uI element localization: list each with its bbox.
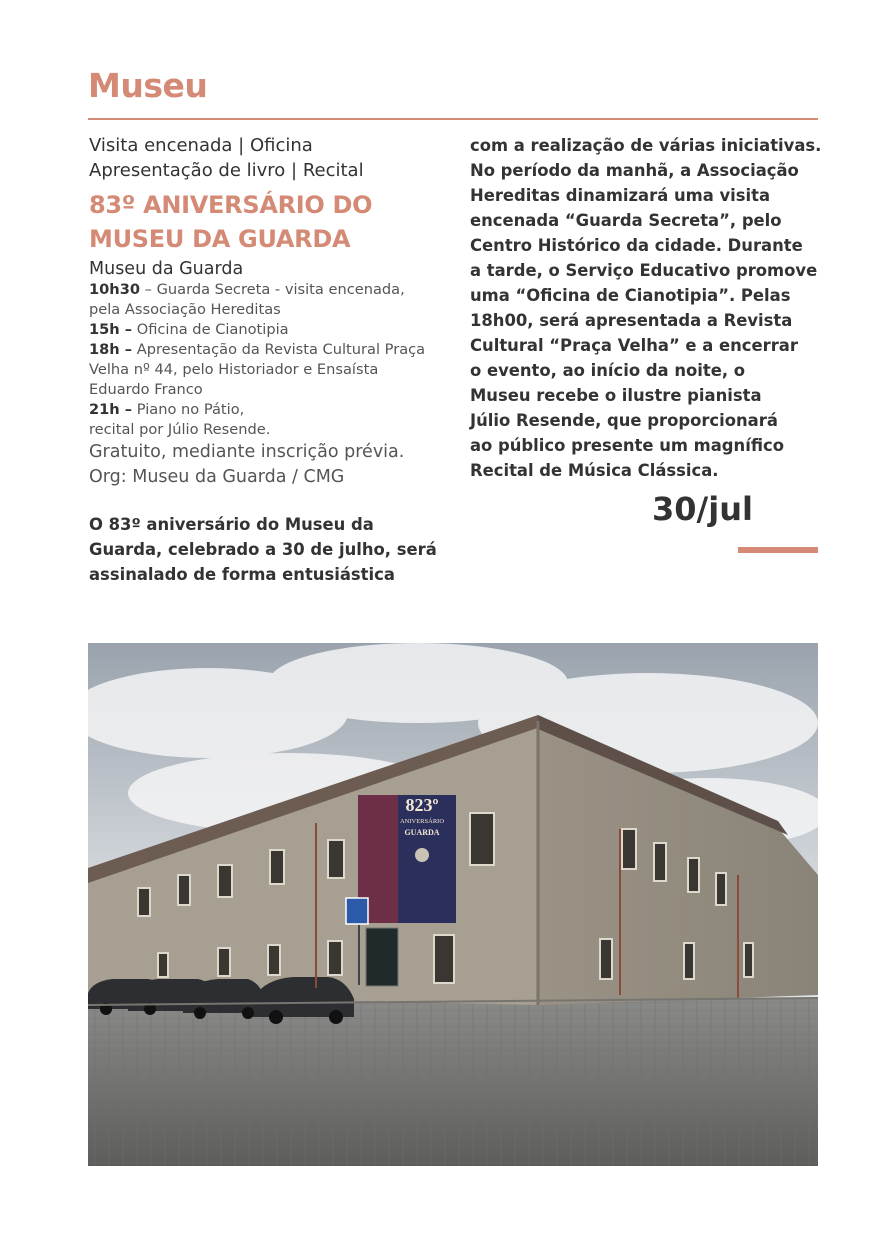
organizer-info: Org: Museu da Guarda / CMG	[89, 467, 345, 487]
program-text: recital por Júlio Resende.	[89, 421, 271, 438]
banner-line1: ANIVERSÁRIO	[399, 818, 445, 825]
title-divider	[88, 118, 818, 120]
program-time: 10h30	[89, 281, 141, 298]
article-line: 18h00, será apresentada a Revista	[470, 311, 793, 330]
section-title: Museu	[88, 66, 208, 105]
article-line: O 83º aniversário do Museu da	[89, 515, 374, 534]
anniversary-banner	[358, 795, 456, 923]
article-line: uma “Oficina de Cianotipia”. Pelas	[470, 286, 791, 305]
program-text: – Guarda Secreta - visita encenada,	[144, 281, 405, 298]
event-category: Visita encenada | Oficina	[89, 135, 313, 156]
headline-line: 83º ANIVERSÁRIO DO	[89, 191, 373, 219]
program-text: Apresentação da Revista Cultural Praça	[136, 341, 426, 358]
poster-stand	[366, 928, 398, 986]
program-time: 21h –	[89, 401, 133, 418]
article-line: No período da manhã, a Associação	[470, 161, 799, 180]
program-item	[89, 320, 449, 340]
event-venue: Museu da Guarda	[89, 259, 244, 279]
program-item	[89, 280, 449, 320]
article-line: Centro Histórico da cidade. Durante	[470, 236, 803, 255]
article-line: Museu recebe o ilustre pianista	[470, 386, 762, 405]
program-time: 18h –	[89, 341, 133, 358]
article-line: com a realização de várias iniciativas.	[470, 136, 822, 155]
article-line: assinalado de forma entusiástica	[89, 565, 395, 584]
article-line: Recital de Música Clássica.	[470, 461, 719, 480]
article-line: encenada “Guarda Secreta”, pelo	[470, 211, 782, 230]
article-line: Guarda, celebrado a 30 de julho, será	[89, 540, 437, 559]
program-text: Piano no Pátio,	[136, 401, 245, 418]
banner-number: 823º	[405, 795, 439, 815]
article-line: ao público presente um magnífico	[470, 436, 784, 455]
program-text: Eduardo Franco	[89, 381, 203, 398]
date-divider	[738, 547, 818, 553]
program-item	[89, 400, 449, 440]
article-continuation	[470, 133, 820, 483]
program-text: Velha nº 44, pelo Historiador e Ensaísta	[89, 361, 379, 378]
program-time: 15h –	[89, 321, 133, 338]
event-details	[89, 133, 449, 490]
article-line: Hereditas dinamizará uma visita	[470, 186, 771, 205]
headline-line: MUSEU DA GUARDA	[89, 225, 351, 253]
article-line: o evento, ao início da noite, o	[470, 361, 746, 380]
admission-info: Gratuito, mediante inscrição prévia.	[89, 442, 405, 462]
event-date: 30/jul	[652, 490, 753, 528]
event-headline	[89, 188, 449, 256]
museum-photo	[88, 643, 818, 1166]
article-line: Cultural “Praça Velha” e a encerrar	[470, 336, 798, 355]
program-text: Oficina de Cianotipia	[136, 321, 289, 338]
article-line: a tarde, o Serviço Educativo promove	[470, 261, 818, 280]
program-item	[89, 340, 449, 400]
event-program	[89, 280, 449, 440]
program-text: pela Associação Hereditas	[89, 301, 281, 318]
article-intro	[89, 512, 437, 587]
banner-line2: GUARDA	[404, 828, 440, 837]
article-line: Júlio Resende, que proporcionará	[470, 411, 778, 430]
event-category: Apresentação de livro | Recital	[89, 160, 364, 181]
